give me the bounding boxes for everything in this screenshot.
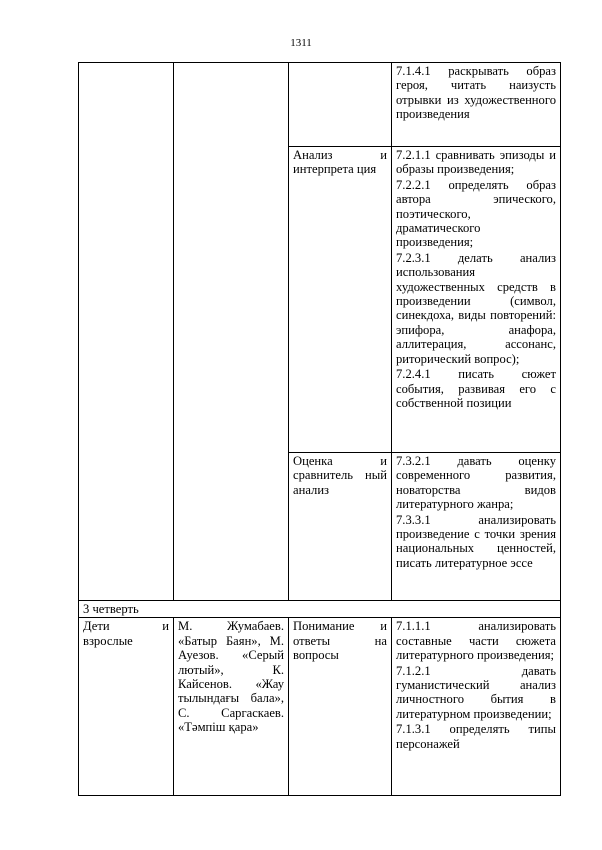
theme-cell [79,618,174,796]
objective-item: 7.2.3.1 делать анализ использования художественных средств в произведении (символ, синекдоха, виды повторений: эпифора, анафора, аллитерация, ассонанс, риторический вопрос); [396,250,556,366]
table-row [79,601,561,618]
theme-word: взрослые [83,633,133,648]
curriculum-table [78,62,561,796]
theme-word: и [162,619,169,634]
skill-word: вопросы [293,648,339,663]
skill-cell [289,147,392,453]
objective-item: 7.2.4.1 писать сюжет события, развивая его с собственной позиции [396,367,556,410]
objectives-cell [392,147,561,453]
skill-cell [289,618,392,796]
objective-item: 7.1.3.1 определять типы персонажей [396,722,556,751]
page-number: 1311 [290,37,312,49]
skill-word: ответы [293,633,331,648]
skill-word: и [380,619,387,634]
works-cell [174,618,289,796]
objective-item: 7.1.2.1 давать гуманистический анализ личностного бытия в литературном произведении; [396,663,556,721]
objective-item: 7.2.1.1 сравнивать эпизоды и образы произведения; [396,148,556,177]
theme-cell [79,63,174,601]
objective-item: 7.3.2.1 давать оценку современного развития, новаторства видов литературного жанра; [396,454,556,512]
skill-cell [289,63,392,147]
quarter-heading: 3 четверть [79,601,561,618]
skill-word: и [380,148,387,162]
skill-word: сравнитель ный анализ [293,468,387,497]
skill-cell [289,453,392,601]
objective-item: 7.1.1.1 анализировать составные части сюжета литературного произведения; [396,619,556,663]
skill-word: Понимание [293,619,355,634]
skill-word: интерпрета ция [293,162,377,177]
table-row [79,618,561,796]
skill-word: Оценка [293,454,333,468]
skill-word: Анализ [293,148,333,162]
objectives-cell [392,618,561,796]
objective-item: 7.3.3.1 анализировать произведение с точки зрения национальных ценностей, писать литературное эссе [396,512,556,570]
skill-word: и [380,454,387,468]
objectives-cell [392,63,561,147]
skill-word: на [374,633,387,648]
table-row [79,63,561,147]
objective-item: 7.2.2.1 определять образ автора эпического, поэтического, драматического произведения; [396,177,556,250]
objective-item: 7.1.4.1 раскрывать образ героя, читать наизусть отрывки из художественного произведения [396,64,556,122]
theme-word: Дети [83,619,110,634]
works-cell [174,63,289,601]
works-text: М. Жумабаев. «Батыр Баян», М. Ауезов. «Серый лютый», К. Кайсенов. «Жау тылындағы бала», С. Саргаскаев. «Тәмпіш қара» [178,619,284,735]
objectives-cell [392,453,561,601]
